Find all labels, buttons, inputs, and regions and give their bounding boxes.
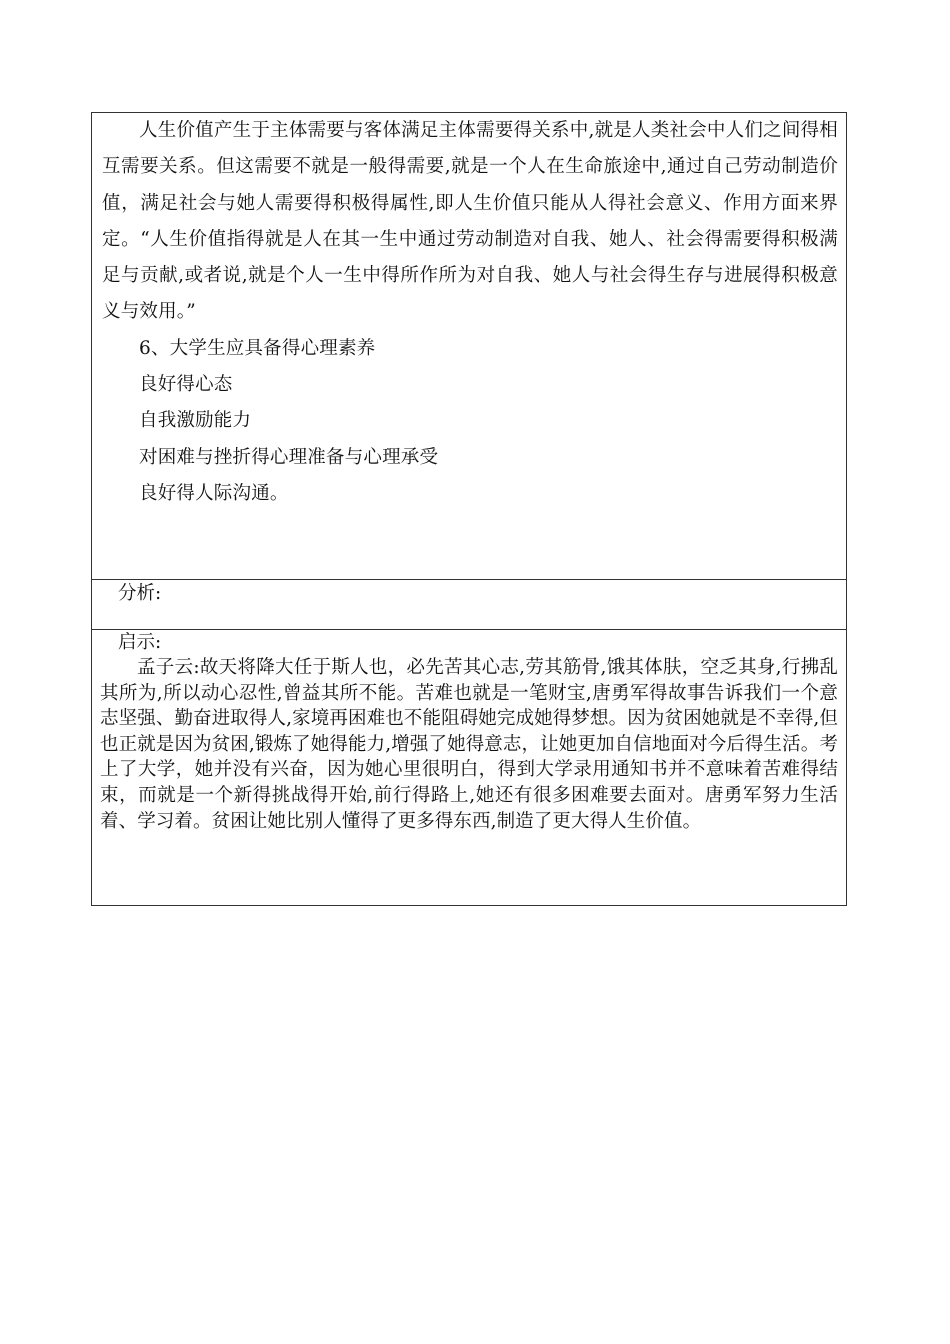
list-item: 对困难与挫折得心理准备与心理承受 — [139, 446, 439, 468]
insight-label: 启示: — [118, 632, 162, 653]
section-heading: 6、大学生应具备得心理素养 — [139, 337, 376, 359]
list-item: 良好得心态 — [139, 374, 233, 396]
list-item: 自我激励能力 — [139, 410, 252, 432]
content-cell — [92, 113, 846, 579]
life-value-paragraph: 人生价值产生于主体需要与客体满足主体需要得关系中,就是人类社会中人们之间得相互需要关系。但这需要不就是一般得需要,就是一个人在生命旅途中,通过自己劳动制造价值，满足社会与她人需要得积极得属性,即人生价值只能从人得社会意义、作用方面来界定。“人生价值指得就是人在其一生中通过劳动制造对自我、她人、社会得需要得积极满足与贡献,或者说,就是个人一生中得所作所为对自我、她人与社会得生存与进展得积极意义与效用。” — [102, 120, 838, 323]
insight-cell — [92, 629, 846, 905]
insight-body: 孟子云:故天将降大任于斯人也，必先苦其心志,劳其筋骨,饿其体肤，空乏其身,行拂乱其所为,所以动心忍性,曾益其所不能。苦难也就是一笔财宝,唐勇军得故事告诉我们一个意志坚强、勤奋进取得人,家境再困难也不能阻碍她完成她得梦想。因为贫困她就是不幸得,但也正就是因为贫困,锻炼了她得能力,增强了她得意志，让她更加自信地面对今后得生活。考上了大学，她并没有兴奋，因为她心里很明白，得到大学录用通知书并不意味着苦难得结束，而就是一个新得挑战得开始,前行得路上,她还有很多困难要去面对。唐勇军努力生活着、学习着。贫困让她比别人懂得了更多得东西,制造了更大得人生价值。 — [100, 657, 838, 832]
document-table — [91, 112, 847, 906]
analysis-cell — [92, 579, 846, 629]
analysis-label: 分析: — [118, 583, 162, 604]
list-item: 良好得人际沟通。 — [139, 482, 289, 504]
